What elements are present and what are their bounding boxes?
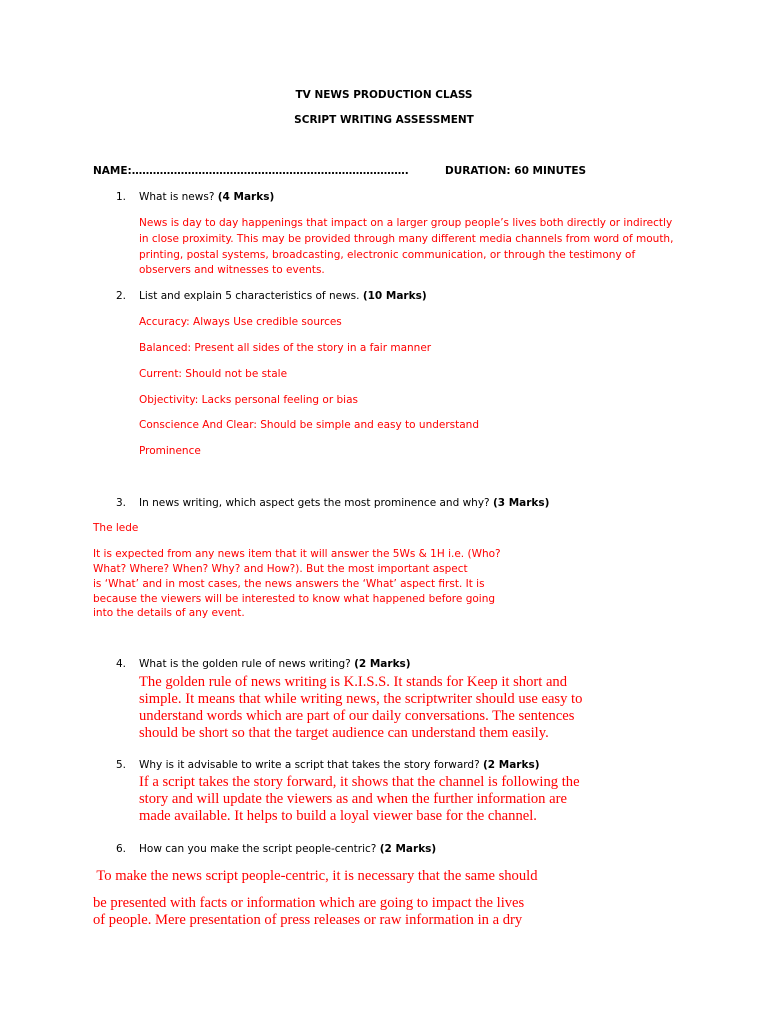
question-number: 6.: [115, 843, 126, 855]
answer-line: To make the news script people-centric, it is necessary that the same should: [93, 868, 538, 884]
answer-line: is ‘What’ and in most cases, the news answers the ‘What’ aspect first. It is: [93, 578, 485, 590]
answer-item: Prominence: [139, 445, 201, 457]
answer-line: into the details of any event.: [93, 607, 245, 619]
question-marks: (4 Marks): [217, 191, 275, 203]
question-marks: (2 Marks): [379, 843, 437, 855]
name-field-label: NAME:…………………………………………………………………….: [93, 165, 409, 177]
question-number: 4.: [115, 658, 126, 670]
answer-line: The golden rule of news writing is K.I.S.S. It stands for Keep it short and: [139, 674, 568, 690]
question-text: In news writing, which aspect gets the most prominence and why? (3 Marks): [139, 497, 550, 509]
question-text: Why is it advisable to write a script that takes the story forward? (2 Marks): [139, 759, 540, 771]
question-number: 5.: [115, 759, 126, 771]
question-number: 1.: [115, 191, 126, 203]
question-text: List and explain 5 characteristics of news. (10 Marks): [139, 290, 427, 302]
answer-line: be presented with facts or information which are going to impact the lives: [93, 895, 525, 911]
question-marks: (3 Marks): [492, 497, 550, 509]
answer-line: made available. It helps to build a loyal viewer base for the channel.: [139, 808, 537, 824]
answer-line: What? Where? When? Why? and How?). But the most important aspect: [93, 563, 468, 575]
question-marks: (2 Marks): [354, 658, 411, 670]
answer-line: because the viewers will be interested to know what happened before going: [93, 593, 496, 605]
answer-item: Conscience And Clear: Should be simple and easy to understand: [139, 419, 480, 431]
answer-line: News is day to day happenings that impact on a larger group people’s lives both directly or indirectly: [139, 217, 673, 229]
answer-line: of people. Mere presentation of press releases or raw information in a dry: [93, 912, 523, 928]
question-marks: (2 Marks): [483, 759, 540, 771]
question-text: How can you make the script people-centric? (2 Marks): [139, 843, 437, 855]
question-number: 3.: [115, 497, 126, 509]
question-marks: (10 Marks): [362, 290, 427, 302]
answer-line: If a script takes the story forward, it shows that the channel is following the: [139, 774, 580, 790]
answer-line: It is expected from any news item that it will answer the 5Ws & 1H i.e. (Who?: [93, 548, 501, 560]
answer-line: understand words which are part of our daily conversations. The sentences: [139, 708, 575, 724]
answer-item: Balanced: Present all sides of the story in a fair manner: [139, 342, 432, 354]
question-text: What is the golden rule of news writing? (2 Marks): [139, 658, 411, 670]
document-subtitle: SCRIPT WRITING ASSESSMENT: [294, 114, 474, 126]
answer-title: The lede: [93, 522, 139, 534]
answer-line: in close proximity. This may be provided through many different media channels from word of mouth,: [139, 233, 674, 245]
answer-item: Accuracy: Always Use credible sources: [139, 316, 342, 328]
answer-line: printing, postal systems, broadcasting, electronic communication, or through the testimony of: [139, 249, 636, 261]
answer-line: simple. It means that while writing news, the scriptwriter should use easy to: [139, 691, 583, 707]
question-number: 2.: [115, 290, 126, 302]
answer-item: Current: Should not be stale: [139, 368, 288, 380]
question-text: What is news? (4 Marks): [139, 191, 275, 203]
answer-line: story and will update the viewers as and when the further information are: [139, 791, 567, 807]
answer-item: Objectivity: Lacks personal feeling or bias: [139, 394, 358, 406]
answer-line: observers and witnesses to events.: [139, 264, 325, 276]
duration-label: DURATION: 60 MINUTES: [445, 165, 587, 177]
document-title: TV NEWS PRODUCTION CLASS: [295, 89, 473, 101]
answer-line: should be short so that the target audience can understand them easily.: [139, 725, 549, 741]
